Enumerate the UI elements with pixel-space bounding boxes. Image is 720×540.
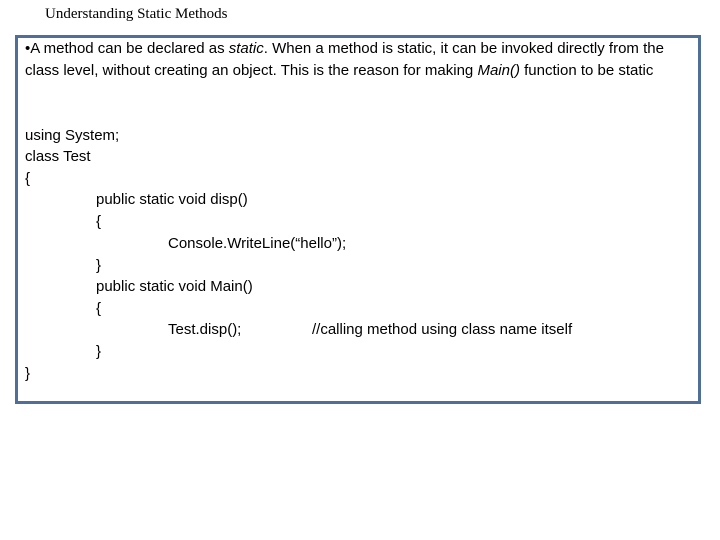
paragraph-text-2: . When a method is static, it can be invoked directly from the class level, without creating an object. This is the reason for making [25, 40, 664, 79]
code-line-9: { [96, 300, 102, 317]
page-title: Understanding Static Methods [45, 6, 228, 22]
code-line-6: Console.WriteLine(“hello”); [168, 235, 347, 252]
bullet: • [25, 40, 31, 57]
code-line-10: Test.disp(); [168, 321, 242, 338]
code-line-8: public static void Main() [96, 278, 253, 295]
paragraph-text-1: A method can be declared as [30, 40, 229, 57]
paragraph-text-3: function to be static [519, 62, 654, 79]
code-comment: //calling method using class name itself [312, 321, 573, 338]
content-box [15, 35, 701, 404]
code-line-11: } [96, 343, 102, 360]
description-paragraph [25, 38, 695, 82]
static-keyword: static [228, 40, 264, 57]
code-line-5: { [96, 213, 102, 230]
code-line-4: public static void disp() [96, 191, 248, 208]
code-line-3: { [25, 170, 31, 187]
code-line-2: class Test [25, 148, 91, 165]
code-line-7: } [96, 257, 102, 274]
code-line-1: using System; [25, 127, 120, 144]
main-keyword: Main() [477, 62, 520, 79]
code-line-12: } [25, 365, 31, 382]
